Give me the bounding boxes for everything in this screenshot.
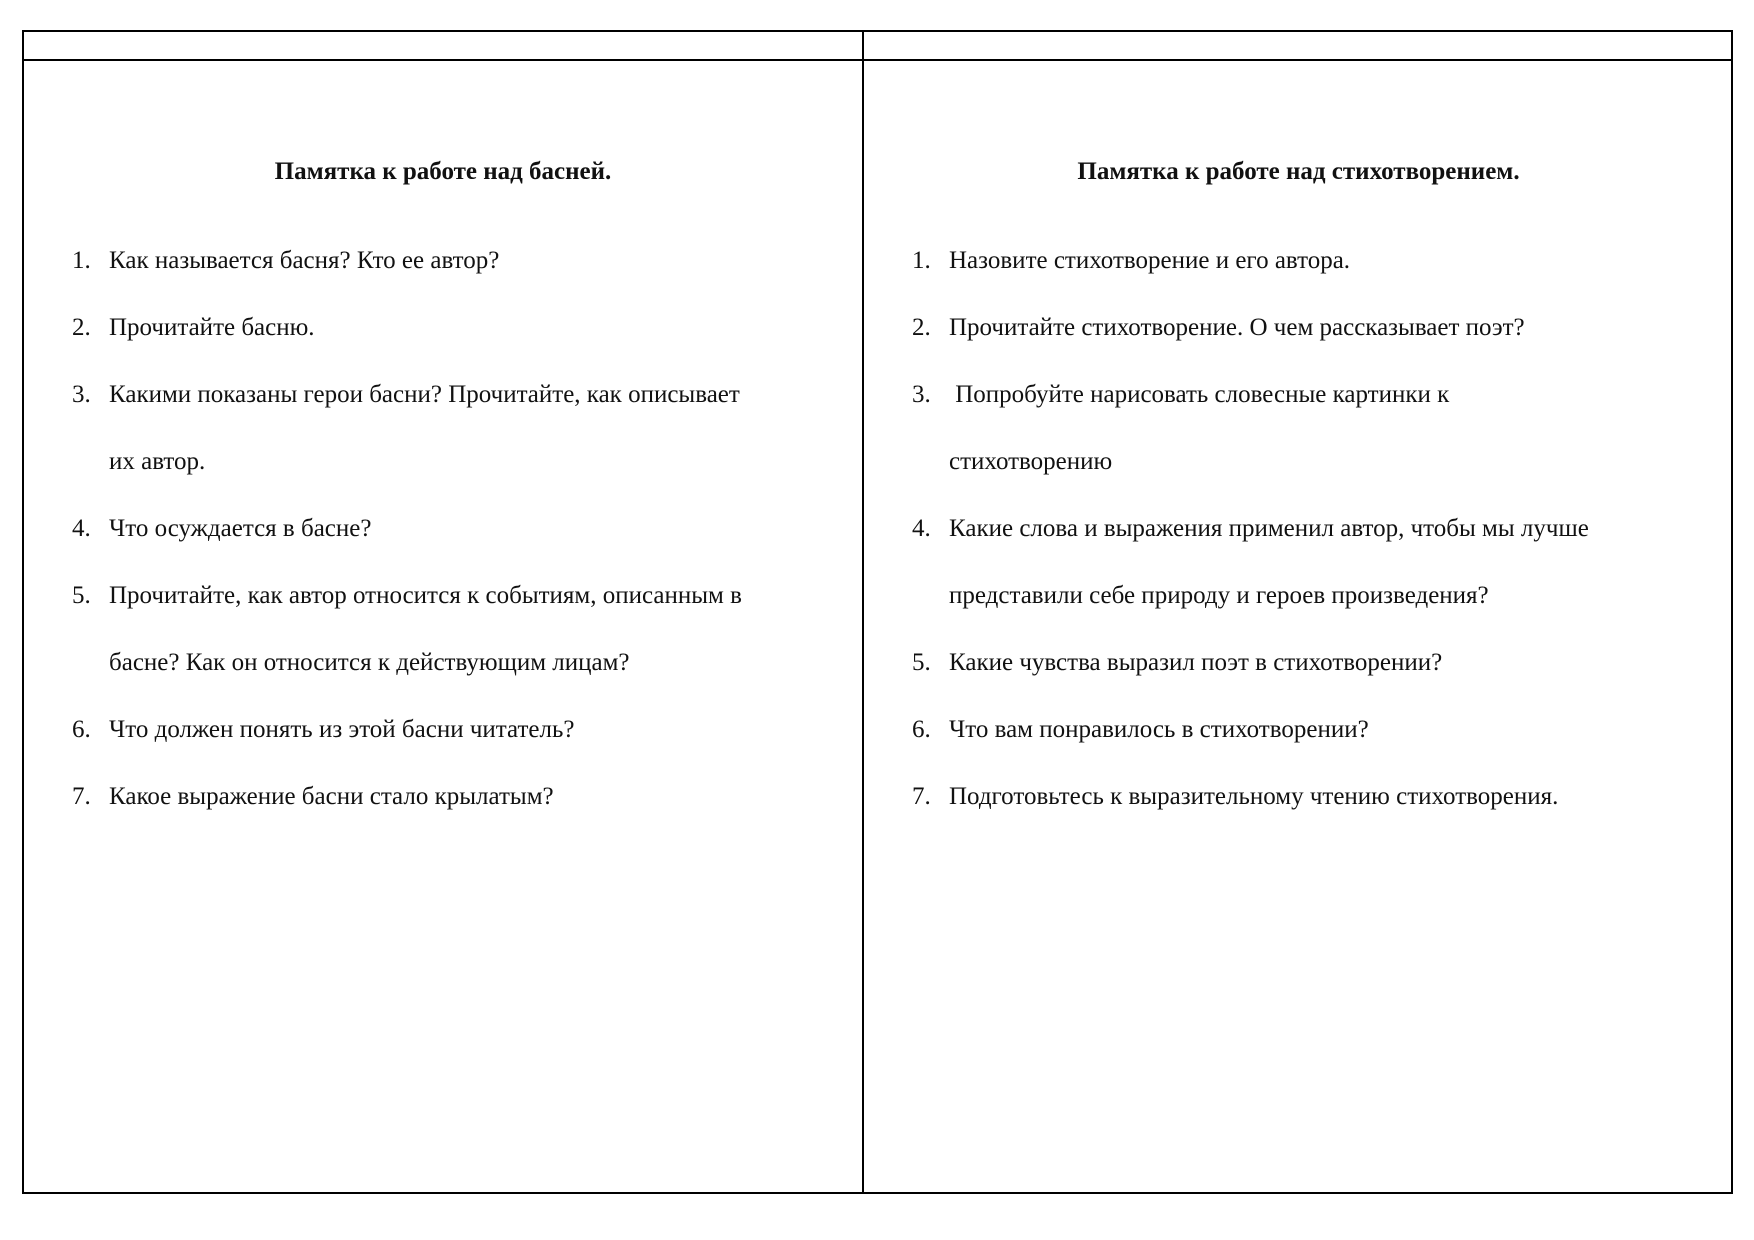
item-text: Какое выражение басни стало крылатым?: [109, 783, 554, 810]
list-item: [72, 562, 872, 696]
list-item: [912, 696, 1712, 763]
item-text: Прочитайте басню.: [109, 314, 315, 341]
list-item: [72, 227, 872, 294]
list-item: [72, 696, 872, 763]
item-number: 4.: [72, 515, 91, 542]
table-header-row: [24, 32, 1731, 61]
poem-column: [864, 61, 1733, 1192]
poem-memo-list: [912, 227, 1712, 830]
list-item: [912, 361, 1712, 495]
item-number: 1.: [912, 247, 931, 274]
item-number: 7.: [72, 783, 91, 810]
item-text: Подготовьтесь к выразительному чтению стихотворения.: [949, 783, 1559, 810]
fable-column: [24, 61, 862, 1192]
item-number: 3.: [72, 381, 91, 408]
item-number: 3.: [912, 381, 931, 408]
item-text: Попробуйте нарисовать словесные картинки к стихотворению: [949, 381, 1450, 475]
item-number: 4.: [912, 515, 931, 542]
item-number: 2.: [912, 314, 931, 341]
list-item: [72, 294, 872, 361]
item-number: 7.: [912, 783, 931, 810]
fable-memo-title: Памятка к работе над басней.: [274, 158, 612, 185]
list-item: [912, 495, 1712, 629]
two-column-table: [22, 30, 1733, 1194]
item-text: Что вам понравилось в стихотворении?: [949, 716, 1369, 743]
list-item: [72, 495, 872, 562]
list-item: [912, 294, 1712, 361]
item-number: 1.: [72, 247, 91, 274]
item-number: 2.: [72, 314, 91, 341]
list-item: [912, 763, 1712, 830]
item-text: Какие чувства выразил поэт в стихотворении?: [949, 649, 1443, 676]
list-item: [912, 227, 1712, 294]
item-text: Прочитайте, как автор относится к событиям, описанным в басне? Как он относится к действующим лицам?: [109, 582, 742, 676]
item-text: Как называется басня? Кто ее автор?: [109, 247, 500, 274]
item-text: Прочитайте стихотворение. О чем рассказывает поэт?: [949, 314, 1525, 341]
item-text: Что осуждается в басне?: [109, 515, 372, 542]
item-text: Назовите стихотворение и его автора.: [949, 247, 1351, 274]
item-number: 5.: [72, 582, 91, 609]
fable-memo-list: [72, 227, 872, 830]
list-item: [912, 629, 1712, 696]
item-text: Что должен понять из этой басни читатель?: [109, 716, 575, 743]
item-text: Какими показаны герои басни? Прочитайте, как описывает их автор.: [109, 381, 740, 475]
item-number: 5.: [912, 649, 931, 676]
list-item: [72, 361, 872, 495]
item-number: 6.: [912, 716, 931, 743]
list-item: [72, 763, 872, 830]
item-number: 6.: [72, 716, 91, 743]
item-text: Какие слова и выражения применил автор, чтобы мы лучше представили себе природу и героев произведения?: [949, 515, 1589, 609]
poem-memo-title: Памятка к работе над стихотворением.: [1077, 158, 1520, 185]
